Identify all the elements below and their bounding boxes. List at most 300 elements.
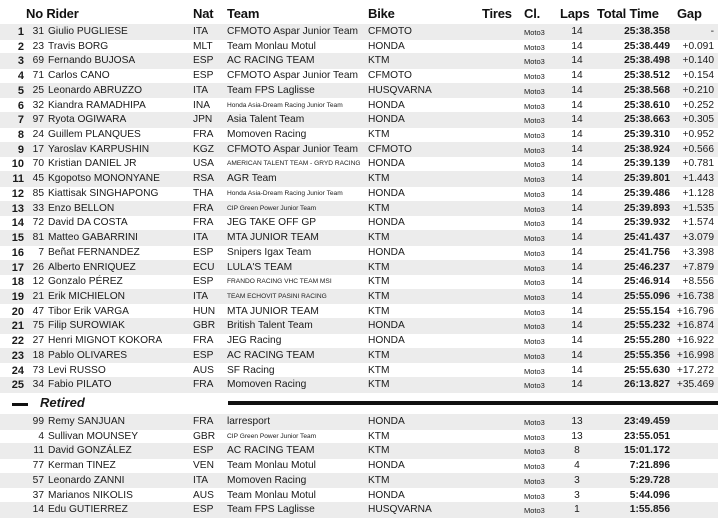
- cell-pos: 5: [17, 84, 24, 97]
- cell-gap: +0.154: [682, 70, 714, 82]
- cell-bike: KTM: [368, 55, 390, 67]
- cell-rider: Leonardo ZANNI: [48, 474, 125, 486]
- retired-section-header: [0, 395, 718, 413]
- cell-rider: Sullivan MOUNSEY: [48, 430, 139, 442]
- cell-laps: 14: [571, 379, 583, 391]
- cell-laps: 14: [571, 40, 583, 52]
- header-class: Cl.: [524, 6, 541, 21]
- cell-cl: Moto3: [524, 491, 545, 501]
- cell-nat: FRA: [193, 217, 214, 229]
- cell-pos: 17: [11, 261, 24, 274]
- cell-cl: Moto3: [524, 381, 545, 391]
- cell-rider: Carlos CANO: [48, 70, 110, 82]
- cell-pos: 12: [11, 187, 24, 200]
- cell-rider: Edu GUTIERREZ: [48, 504, 128, 516]
- cell-bike: KTM: [368, 129, 390, 141]
- cell-cl: Moto3: [524, 307, 545, 317]
- cell-rider: Ryota OGIWARA: [48, 114, 127, 126]
- cell-team: MTA JUNIOR TEAM: [227, 305, 319, 317]
- cell-cl: Moto3: [524, 476, 545, 486]
- cell-nat: ESP: [193, 349, 214, 361]
- cell-num: 26: [32, 261, 44, 273]
- cell-laps: 14: [571, 114, 583, 126]
- cell-laps: 14: [571, 158, 583, 170]
- table-row: [0, 68, 718, 84]
- cell-team: larresport: [227, 416, 271, 427]
- cell-laps: 14: [571, 143, 583, 155]
- section-divider: [228, 401, 718, 405]
- header-tires: Tires: [482, 6, 512, 21]
- cell-num: 75: [32, 320, 44, 332]
- cell-gap: +17.272: [676, 364, 714, 376]
- cell-num: 73: [32, 364, 44, 376]
- cell-laps: 14: [571, 70, 583, 82]
- cell-nat: MLT: [193, 40, 213, 52]
- cell-num: 69: [32, 55, 44, 67]
- table-row: [0, 98, 718, 114]
- cell-gap: +1.128: [682, 187, 714, 199]
- table-row: [0, 156, 718, 172]
- cell-cl: Moto3: [524, 57, 545, 67]
- cell-rider: Fernando BUJOSA: [48, 55, 136, 67]
- cell-pos: 4: [17, 70, 24, 83]
- cell-rider: Guillem PLANQUES: [48, 129, 141, 141]
- cell-gap: +0.781: [682, 158, 714, 170]
- cell-laps: 14: [571, 99, 583, 111]
- cell-pos: 21: [11, 320, 24, 333]
- table-row: [0, 377, 718, 393]
- table-row: [0, 289, 718, 305]
- cell-pos: 25: [11, 379, 24, 392]
- cell-bike: HONDA: [368, 320, 405, 332]
- cell-pos: 16: [11, 246, 24, 259]
- table-row: [0, 502, 718, 518]
- table-row: [0, 488, 718, 504]
- table-row: [0, 304, 718, 320]
- cell-team: AMERICAN TALENT TEAM - GRYD RACING: [227, 160, 361, 168]
- cell-team: MTA JUNIOR TEAM: [227, 232, 319, 244]
- cell-bike: HONDA: [368, 335, 405, 347]
- cell-nat: GBR: [193, 430, 216, 442]
- cell-time: 25:39.801: [624, 173, 670, 185]
- cell-laps: 1: [574, 504, 580, 516]
- cell-time: 25:55.280: [624, 335, 670, 347]
- cell-gap: +1.535: [682, 202, 714, 214]
- table-row: [0, 318, 718, 334]
- cell-cl: Moto3: [524, 86, 545, 96]
- cell-bike: HONDA: [368, 246, 405, 258]
- cell-gap: +3.398: [682, 246, 714, 258]
- cell-gap: +0.252: [682, 99, 714, 111]
- cell-cl: Moto3: [524, 116, 545, 126]
- cell-time: 25:55.096: [624, 290, 670, 302]
- cell-team: Honda Asia-Dream Racing Junior Team: [227, 101, 343, 109]
- cell-team: Team Monlau Motul: [227, 40, 316, 52]
- cell-cl: Moto3: [524, 432, 545, 442]
- cell-gap: +0.091: [682, 40, 714, 52]
- cell-rider: Kgopotso MONONYANE: [48, 173, 160, 185]
- cell-num: 21: [32, 290, 44, 302]
- table-row: [0, 53, 718, 69]
- cell-nat: ECU: [193, 261, 215, 273]
- cell-gap: +0.140: [682, 55, 714, 67]
- cell-gap: +16.738: [676, 290, 714, 302]
- cell-laps: 14: [571, 261, 583, 273]
- cell-rider: David GONZÁLEZ: [48, 445, 132, 457]
- dash-icon: [12, 403, 28, 406]
- cell-bike: HONDA: [368, 217, 405, 229]
- cell-rider: Marianos NIKOLIS: [48, 489, 133, 501]
- cell-nat: KGZ: [193, 143, 214, 155]
- table-row: [0, 112, 718, 128]
- cell-bike: HONDA: [368, 40, 405, 52]
- cell-cl: Moto3: [524, 42, 545, 52]
- cell-rider: Beñat FERNANDEZ: [48, 246, 140, 258]
- cell-gap: +3.079: [682, 232, 714, 244]
- cell-team: British Talent Team: [227, 320, 313, 332]
- cell-gap: +16.922: [676, 335, 714, 347]
- cell-laps: 14: [571, 335, 583, 347]
- cell-nat: ITA: [193, 232, 209, 244]
- table-row: [0, 274, 718, 290]
- cell-num: 34: [32, 379, 44, 391]
- header-total-time: Total Time: [597, 6, 659, 21]
- cell-laps: 14: [571, 232, 583, 244]
- cell-rider: Travis BORG: [48, 40, 109, 52]
- cell-laps: 14: [571, 290, 583, 302]
- cell-rider: Tibor Erik VARGA: [48, 305, 129, 317]
- cell-cl: Moto3: [524, 189, 545, 199]
- cell-rider: Filip SUROWIAK: [48, 320, 125, 332]
- cell-num: 81: [32, 232, 44, 244]
- cell-laps: 4: [574, 460, 580, 472]
- cell-time: 25:41.437: [624, 232, 670, 244]
- cell-nat: AUS: [193, 489, 214, 501]
- cell-team: TEAM ECHOVIT PASINI RACING: [227, 292, 327, 300]
- cell-cl: Moto3: [524, 506, 545, 516]
- cell-pos: 19: [11, 290, 24, 303]
- cell-cl: Moto3: [524, 219, 545, 229]
- cell-num: 45: [32, 173, 44, 185]
- cell-nat: VEN: [193, 460, 214, 472]
- cell-num: 77: [32, 460, 44, 472]
- cell-nat: ESP: [193, 445, 214, 457]
- cell-laps: 8: [574, 445, 580, 457]
- cell-cl: Moto3: [524, 351, 545, 361]
- cell-rider: Erik MICHIELON: [48, 290, 125, 302]
- cell-num: 12: [32, 276, 44, 288]
- cell-laps: 14: [571, 55, 583, 67]
- cell-nat: ITA: [193, 474, 209, 486]
- table-row: [0, 230, 718, 246]
- cell-rider: Fabio PILATO: [48, 379, 112, 391]
- cell-gap: +1.574: [682, 217, 714, 229]
- cell-team: Snipers Igax Team: [227, 246, 312, 258]
- cell-cl: Moto3: [524, 175, 545, 185]
- cell-gap: +8.556: [682, 276, 714, 288]
- cell-num: 99: [32, 416, 44, 427]
- cell-pos: 14: [11, 217, 24, 230]
- cell-bike: HUSQVARNA: [368, 84, 432, 96]
- cell-gap: +16.998: [676, 349, 714, 361]
- cell-cl: Moto3: [524, 145, 545, 155]
- cell-bike: KTM: [368, 305, 390, 317]
- cell-bike: KTM: [368, 364, 390, 376]
- cell-bike: CFMOTO: [368, 143, 412, 155]
- table-row: [0, 429, 718, 445]
- cell-time: 25:55.232: [624, 320, 670, 332]
- cell-cl: Moto3: [524, 462, 545, 472]
- cell-num: 24: [32, 129, 44, 141]
- cell-rider: Matteo GABARRINI: [48, 232, 139, 244]
- cell-nat: ESP: [193, 70, 214, 82]
- cell-gap: +16.796: [676, 305, 714, 317]
- cell-num: 32: [32, 99, 44, 111]
- cell-laps: 14: [571, 305, 583, 317]
- cell-pos: 23: [11, 349, 24, 362]
- cell-pos: 20: [11, 305, 24, 318]
- cell-num: 18: [32, 349, 44, 361]
- retired-label: Retired: [40, 395, 85, 410]
- cell-rider: David DA COSTA: [48, 217, 128, 229]
- cell-team: CFMOTO Aspar Junior Team: [227, 26, 358, 37]
- cell-cl: Moto3: [524, 366, 545, 376]
- cell-nat: ITA: [193, 290, 209, 302]
- cell-team: JEG TAKE OFF GP: [227, 217, 317, 229]
- table-row: [0, 443, 718, 459]
- cell-laps: 3: [574, 489, 580, 501]
- cell-time: 25:39.932: [624, 217, 670, 229]
- cell-bike: HONDA: [368, 187, 405, 199]
- cell-gap: +0.566: [682, 143, 714, 155]
- cell-time: 15:01.172: [624, 445, 670, 457]
- cell-laps: 14: [571, 217, 583, 229]
- cell-num: 17: [32, 143, 44, 155]
- cell-cl: Moto3: [524, 131, 545, 141]
- cell-num: 31: [32, 26, 44, 37]
- cell-bike: CFMOTO: [368, 70, 412, 82]
- cell-rider: Pablo OLIVARES: [48, 349, 128, 361]
- cell-laps: 14: [571, 26, 583, 37]
- cell-time: 25:39.486: [624, 187, 670, 199]
- cell-rider: Leonardo ABRUZZO: [48, 84, 142, 96]
- cell-gap: +16.874: [676, 320, 714, 332]
- cell-time: 1:55.856: [629, 504, 670, 516]
- cell-cl: Moto3: [524, 234, 545, 244]
- cell-nat: RSA: [193, 173, 214, 185]
- cell-team: CFMOTO Aspar Junior Team: [227, 143, 358, 155]
- cell-rider: Yaroslav KARPUSHIN: [48, 143, 150, 155]
- cell-gap: -: [710, 26, 714, 37]
- cell-bike: KTM: [368, 290, 390, 302]
- cell-num: 27: [32, 335, 44, 347]
- cell-pos: 6: [17, 99, 24, 112]
- cell-cl: Moto3: [524, 292, 545, 302]
- table-row: [0, 348, 718, 364]
- cell-bike: KTM: [368, 379, 390, 391]
- table-row: [0, 414, 718, 430]
- cell-cl: Moto3: [524, 72, 545, 82]
- cell-num: 7: [38, 246, 44, 258]
- cell-gap: +35.469: [676, 379, 714, 391]
- table-row: [0, 201, 718, 217]
- cell-nat: GBR: [193, 320, 216, 332]
- cell-bike: KTM: [368, 202, 390, 214]
- cell-nat: FRA: [193, 335, 214, 347]
- table-row: [0, 186, 718, 202]
- cell-nat: AUS: [193, 364, 214, 376]
- cell-time: 23:49.459: [624, 416, 670, 427]
- cell-nat: ESP: [193, 504, 214, 516]
- table-row: [0, 363, 718, 379]
- cell-bike: HONDA: [368, 99, 405, 111]
- cell-num: 14: [32, 504, 44, 516]
- cell-laps: 14: [571, 276, 583, 288]
- cell-num: 33: [32, 202, 44, 214]
- cell-team: CIP Green Power Junior Team: [227, 432, 317, 440]
- cell-laps: 14: [571, 320, 583, 332]
- cell-bike: HONDA: [368, 489, 405, 501]
- cell-rider: Levi RUSSO: [48, 364, 106, 376]
- cell-laps: 14: [571, 187, 583, 199]
- cell-num: 71: [32, 70, 44, 82]
- cell-nat: ESP: [193, 55, 214, 67]
- cell-cl: Moto3: [524, 101, 545, 111]
- cell-pos: 15: [11, 232, 24, 245]
- cell-rider: Kiattisak SINGHAPONG: [48, 187, 159, 199]
- cell-num: 57: [32, 474, 44, 486]
- cell-laps: 14: [571, 246, 583, 258]
- cell-gap: +0.952: [682, 129, 714, 141]
- cell-rider: Alberto ENRIQUEZ: [48, 261, 136, 273]
- cell-pos: 3: [17, 55, 24, 68]
- cell-nat: ITA: [193, 26, 209, 37]
- cell-bike: KTM: [368, 276, 390, 288]
- cell-rider: Kiandra RAMADHIPA: [48, 99, 146, 111]
- cell-cl: Moto3: [524, 263, 545, 273]
- cell-time: 25:39.893: [624, 202, 670, 214]
- cell-pos: 18: [11, 276, 24, 289]
- cell-time: 25:39.139: [624, 158, 670, 170]
- table-row: [0, 24, 718, 40]
- cell-bike: KTM: [368, 173, 390, 185]
- cell-pos: 13: [11, 202, 24, 215]
- cell-time: 25:38.358: [624, 26, 670, 37]
- cell-rider: Giulio PUGLIESE: [48, 26, 128, 37]
- cell-rider: Remy SANJUAN: [48, 416, 125, 427]
- header-laps: Laps: [560, 6, 590, 21]
- cell-team: AC RACING TEAM: [227, 349, 315, 361]
- cell-bike: HONDA: [368, 416, 405, 427]
- cell-gap: +0.210: [682, 84, 714, 96]
- cell-bike: CFMOTO: [368, 26, 412, 37]
- cell-num: 47: [32, 305, 44, 317]
- cell-time: 7:21.896: [629, 460, 670, 472]
- cell-gap: +7.879: [682, 261, 714, 273]
- cell-laps: 14: [571, 173, 583, 185]
- cell-time: 25:55.154: [624, 305, 670, 317]
- cell-laps: 13: [571, 430, 583, 442]
- cell-laps: 14: [571, 202, 583, 214]
- table-row: [0, 127, 718, 143]
- cell-nat: INA: [193, 99, 210, 111]
- cell-team: CFMOTO Aspar Junior Team: [227, 70, 358, 82]
- cell-bike: KTM: [368, 232, 390, 244]
- cell-time: 25:38.610: [624, 99, 670, 111]
- cell-cl: Moto3: [524, 322, 545, 332]
- cell-pos: 24: [11, 364, 24, 377]
- cell-team: CIP Green Power Junior Team: [227, 204, 317, 212]
- table-row: [0, 171, 718, 187]
- cell-bike: HONDA: [368, 460, 405, 472]
- header-gap: Gap: [677, 6, 702, 21]
- cell-time: 25:38.568: [624, 84, 670, 96]
- cell-time: 5:29.728: [629, 474, 670, 486]
- cell-num: 37: [32, 489, 44, 501]
- table-row: [0, 458, 718, 474]
- table-row: [0, 260, 718, 276]
- cell-nat: THA: [193, 187, 214, 199]
- cell-time: 23:55.051: [624, 430, 670, 442]
- cell-time: 25:38.498: [624, 55, 670, 67]
- cell-nat: ITA: [193, 84, 209, 96]
- cell-team: AC RACING TEAM: [227, 55, 315, 67]
- cell-pos: 10: [11, 158, 24, 171]
- cell-laps: 14: [571, 129, 583, 141]
- cell-bike: HONDA: [368, 158, 405, 170]
- cell-time: 25:39.310: [624, 129, 670, 141]
- cell-time: 25:38.663: [624, 114, 670, 126]
- cell-team: SF Racing: [227, 364, 275, 376]
- cell-pos: 11: [12, 173, 24, 186]
- table-row: [0, 245, 718, 261]
- cell-time: 25:41.756: [624, 246, 670, 258]
- cell-num: 97: [32, 114, 44, 126]
- cell-nat: ESP: [193, 246, 214, 258]
- cell-laps: 14: [571, 349, 583, 361]
- cell-num: 23: [32, 40, 44, 52]
- cell-team: Team Monlau Motul: [227, 489, 316, 501]
- cell-laps: 14: [571, 84, 583, 96]
- cell-laps: 3: [574, 474, 580, 486]
- cell-bike: KTM: [368, 445, 390, 457]
- cell-laps: 14: [571, 364, 583, 376]
- cell-cl: Moto3: [524, 160, 545, 170]
- cell-bike: KTM: [368, 430, 390, 442]
- cell-time: 5:44.096: [629, 489, 670, 501]
- cell-nat: JPN: [193, 114, 213, 126]
- cell-cl: Moto3: [524, 447, 545, 457]
- cell-nat: FRA: [193, 202, 214, 214]
- cell-gap: +0.305: [682, 114, 714, 126]
- cell-pos: 7: [17, 114, 24, 127]
- cell-num: 70: [32, 158, 44, 170]
- cell-pos: 8: [17, 129, 24, 142]
- cell-num: 4: [38, 430, 44, 442]
- cell-rider: Henri MIGNOT KOKORA: [48, 335, 163, 347]
- table-row: [0, 215, 718, 231]
- cell-team: Momoven Racing: [227, 474, 307, 486]
- cell-nat: FRA: [193, 379, 214, 391]
- cell-gap: +1.443: [682, 173, 714, 185]
- cell-team: Honda Asia-Dream Racing Junior Team: [227, 189, 343, 197]
- cell-team: AGR Team: [227, 173, 277, 185]
- cell-rider: Enzo BELLON: [48, 202, 115, 214]
- cell-time: 25:46.914: [624, 276, 670, 288]
- cell-time: 25:46.237: [624, 261, 670, 273]
- cell-time: 25:55.356: [624, 349, 670, 361]
- table-row: [0, 83, 718, 99]
